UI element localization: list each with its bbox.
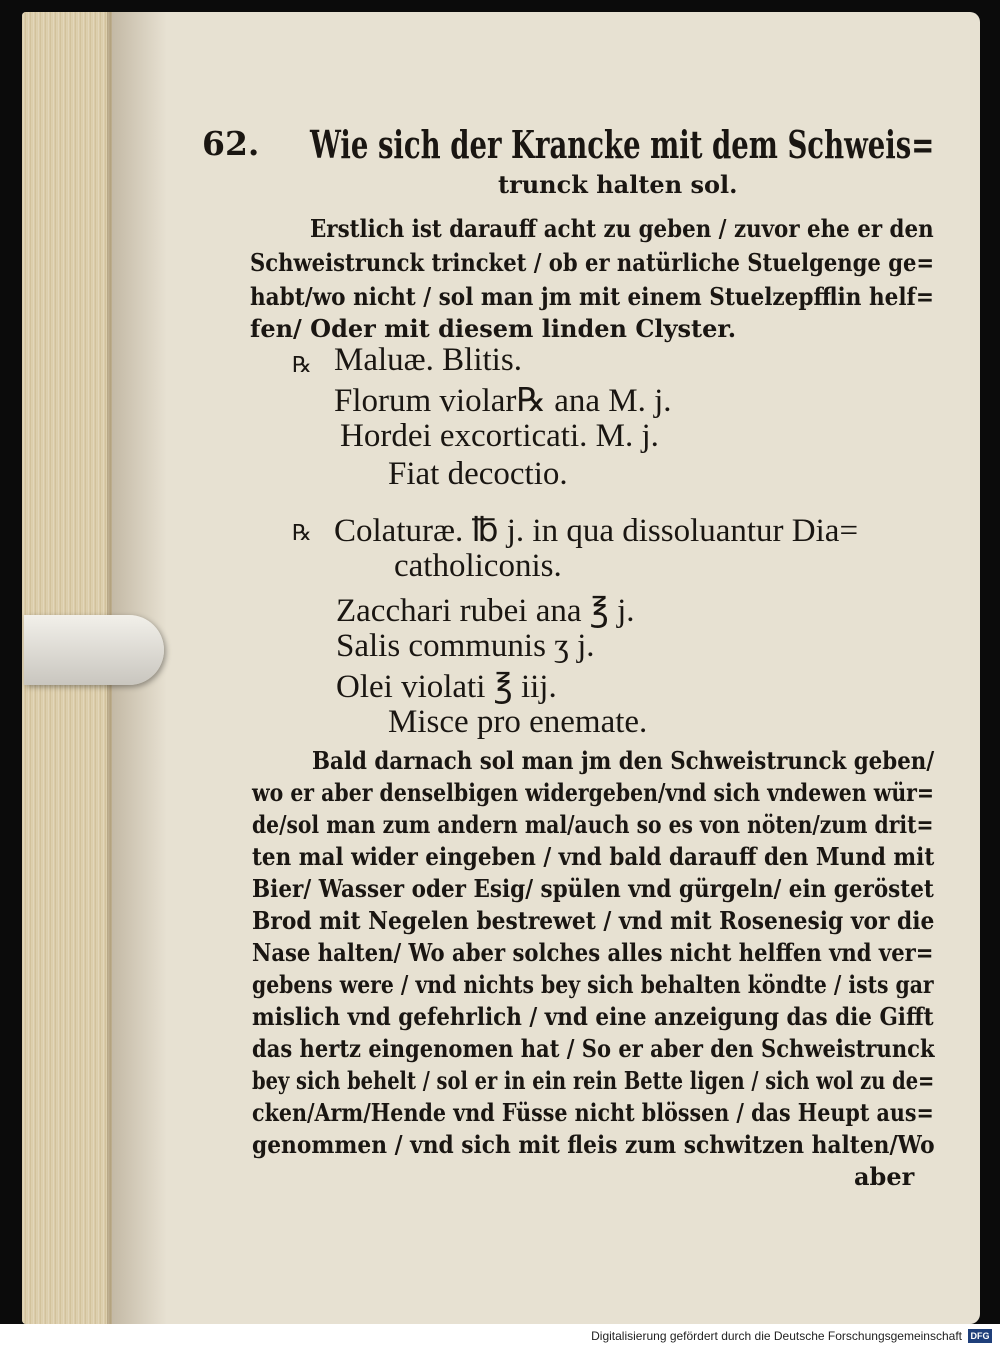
catchword: aber: [854, 1162, 915, 1191]
dfg-logo-icon: DFG: [968, 1329, 992, 1343]
footer-credit: Digitalisierung gefördert durch die Deutsche Forschungsgemeinschaft: [591, 1329, 962, 1343]
recipe-2-line: Zacchari rubei ana ℥ j.: [336, 593, 635, 629]
recipe-2-rx-symbol: ℞: [292, 520, 312, 545]
paragraph-1-line: habt/wo nicht / sol man jm mit einem Stuelzepfflin helf=: [250, 282, 934, 311]
footer-bar: [0, 1324, 1000, 1348]
page-number: 62.: [202, 124, 260, 163]
recipe-1-line: Maluæ. Blitis.: [334, 342, 522, 378]
recipe-1-line: Florum violar℞ ana M. j.: [334, 383, 672, 419]
paragraph-2-line: ten mal wider eingeben / vnd bald darauff den Mund mit: [252, 842, 935, 871]
paragraph-2-line: Brod mit Negelen bestrewet / vnd mit Rosenesig vor die: [252, 906, 935, 935]
book-page: [22, 12, 980, 1324]
recipe-2-line: Salis communis ʒ j.: [336, 628, 595, 664]
paragraph-2-line: Nase halten/ Wo aber solches alles nicht helffen vnd ver=: [252, 938, 934, 967]
paragraph-1-line: Erstlich ist darauff acht zu geben / zuvor ehe er den: [310, 214, 934, 243]
paragraph-2-line: gebens were / vnd nichts bey sich behalten köndte / ists gar: [252, 970, 934, 999]
paragraph-2-line: cken/Arm/Hende vnd Füsse nicht blössen / das Heupt aus=: [252, 1098, 934, 1127]
paragraph-2-line: Bier/ Wasser oder Esig/ spülen vnd gürgeln/ ein geröstet: [252, 874, 934, 903]
bookmark-tab: [24, 615, 164, 685]
paragraph-2-line: genommen / vnd sich mit fleis zum schwitzen halten/Wo: [252, 1130, 935, 1159]
recipe-2-line: Colaturæ. ℔ j. in qua dissoluantur Dia=: [334, 513, 859, 549]
paragraph-2-line: Bald darnach sol man jm den Schweistrunck geben/: [312, 746, 935, 775]
heading-line-2: trunck halten sol.: [498, 170, 738, 199]
paragraph-2-line: wo er aber denselbigen widergeben/vnd sich vndewen wür=: [252, 778, 935, 807]
recipe-2-line: Misce pro enemate.: [388, 704, 648, 740]
recipe-2-line: Olei violati ℥ iij.: [336, 669, 557, 705]
paragraph-1-line: fen/ Oder mit diesem linden Clyster.: [250, 314, 737, 343]
heading-line-1: Wie sich der Krancke mit dem Schweis=: [310, 122, 935, 167]
recipe-1-line: Hordei excorticati. M. j.: [340, 418, 659, 454]
recipe-1-rx-symbol: ℞: [292, 352, 312, 377]
paragraph-1-line: Schweistrunck trincket / ob er natürliche Stuelgenge ge=: [250, 248, 935, 277]
paragraph-2-line: de/sol man zum andern mal/auch so es von nöten/zum drit=: [252, 810, 934, 839]
recipe-2-line: catholiconis.: [394, 548, 562, 584]
paragraph-2-line: bey sich behelt / sol er in ein rein Bette ligen / sich wol zu de=: [252, 1066, 935, 1095]
recipe-1-line: Fiat decoctio.: [388, 456, 568, 492]
paragraph-2-line: das hertz eingenomen hat / So er aber den Schweistrunck: [252, 1034, 935, 1063]
paragraph-2-line: mislich vnd gefehrlich / vnd eine anzeigung das die Gifft: [252, 1002, 934, 1031]
